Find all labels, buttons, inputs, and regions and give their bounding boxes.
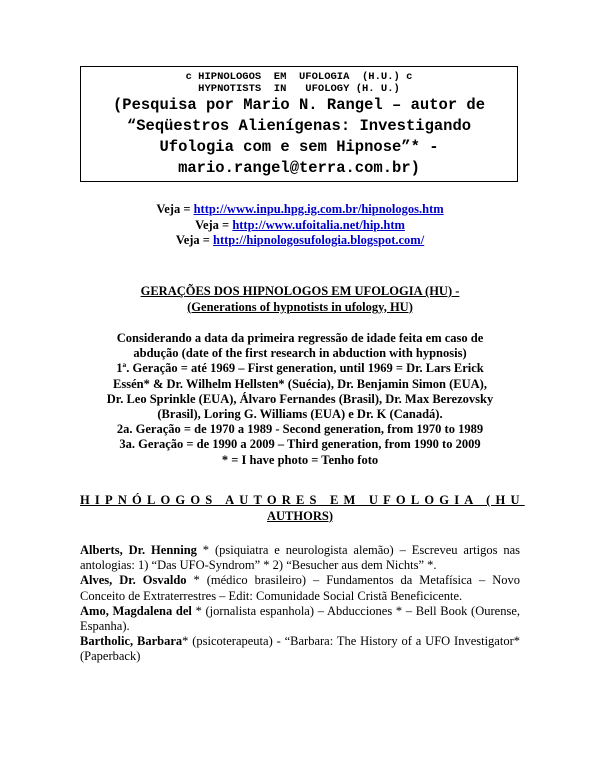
header-author-line-3: Ufologia com e sem Hipnose”* -: [159, 138, 439, 156]
intro-line: abdução (date of the first research in abduction with hypnosis): [133, 346, 467, 361]
author-name: Alves, Dr. Osvaldo: [80, 573, 187, 588]
header-box: [80, 66, 518, 182]
link-prefix: Veja =: [195, 217, 233, 232]
header-author-line-2: “Seqüestros Alienígenas: Investigando: [126, 117, 472, 135]
author-text: * (psiquiatra e neurologista alemão) – Escreveu artigos nas antologias: 1) “Das UFO-Syndrom” * 2) “Besucher aus dem Nichts” *.: [80, 543, 520, 573]
intro-line: Essén* & Dr. Wilhelm Hellsten* (Suécia), Dr. Benjamin Simon (EUA),: [113, 376, 487, 391]
author-text: * (psicoterapeuta) - “Barbara: The History of a UFO Investigator* (Paperback): [80, 634, 520, 664]
intro-line: 3a. Geração = de 1990 a 2009 – Third generation, from 1990 to 2009: [119, 437, 481, 452]
link-row-1: [0, 202, 600, 218]
section-title-en: (Generations of hypnotists in ufology, HU): [187, 299, 413, 314]
author-text: * (jornalista espanhola) – Abducciones * – Bell Book (Ourense, Espanha).: [80, 603, 521, 634]
link-inpu[interactable]: http://www.inpu.hpg.ig.com.br/hipnologos.htm: [193, 202, 444, 216]
header-title-en: HYPNOTISTS IN UFOLOGY (H. U.): [198, 83, 400, 95]
author-name: Amo, Magdalena del: [80, 603, 192, 618]
author-text: * (médico brasileiro) – Fundamentos da Metafísica – Novo Conceito de Extraterrestres – Edit: Comunidade Social Cristã Beneficicente.: [80, 573, 520, 603]
link-blogspot[interactable]: http://hipnologosufologia.blogspot.com/: [213, 233, 425, 247]
header-title-pt: c HIPNOLOGOS EM UFOLOGIA (H.U.) c: [185, 71, 413, 83]
link-row-2: [0, 218, 600, 234]
intro-line: Dr. Leo Sprinkle (EUA), Álvaro Fernandes (Brasil), Dr. Max Berezovsky: [106, 391, 494, 406]
author-entry: [80, 543, 520, 573]
authors-title-line-2: AUTHORS): [267, 508, 333, 523]
author-name: Alberts, Dr. Henning: [80, 543, 197, 557]
author-entry: [80, 573, 520, 603]
author-entry: [80, 604, 520, 634]
generations-intro: [80, 331, 520, 468]
authors-title-line-1: HIPNÓLOGOS AUTORES EM UFOLOGIA (HU: [80, 493, 525, 507]
header-author-line-1: (Pesquisa por Mario N. Rangel – autor de: [112, 96, 486, 114]
link-prefix: Veja =: [175, 233, 214, 247]
intro-line: * = I have photo = Tenho foto: [221, 452, 379, 467]
author-name: Bartholic, Barbara: [80, 634, 183, 649]
intro-line: Considerando a data da primeira regressão de idade feita em caso de: [116, 331, 484, 345]
intro-line: 2a. Geração = de 1970 a 1989 - Second generation, from 1970 to 1989: [116, 422, 484, 437]
header-email: mario.rangel@terra.com.br): [178, 159, 420, 177]
link-row-3: [0, 233, 600, 249]
intro-line: 1ª. Geração = até 1969 – First generation, until 1969 = Dr. Lars Erick: [116, 361, 484, 376]
authors-title: [80, 493, 525, 524]
links-block: [0, 202, 600, 249]
section-title-pt: GERAÇÕES DOS HIPNOLOGOS EM UFOLOGIA (HU) -: [140, 284, 460, 298]
section-title: [0, 284, 600, 315]
link-prefix: Veja =: [156, 202, 194, 216]
link-ufoitalia[interactable]: http://www.ufoitalia.net/hip.htm: [232, 217, 405, 232]
intro-line: (Brasil), Loring G. Williams (EUA) e Dr. K (Canadá).: [157, 407, 443, 422]
authors-list: [80, 543, 520, 665]
author-entry: [80, 634, 520, 664]
